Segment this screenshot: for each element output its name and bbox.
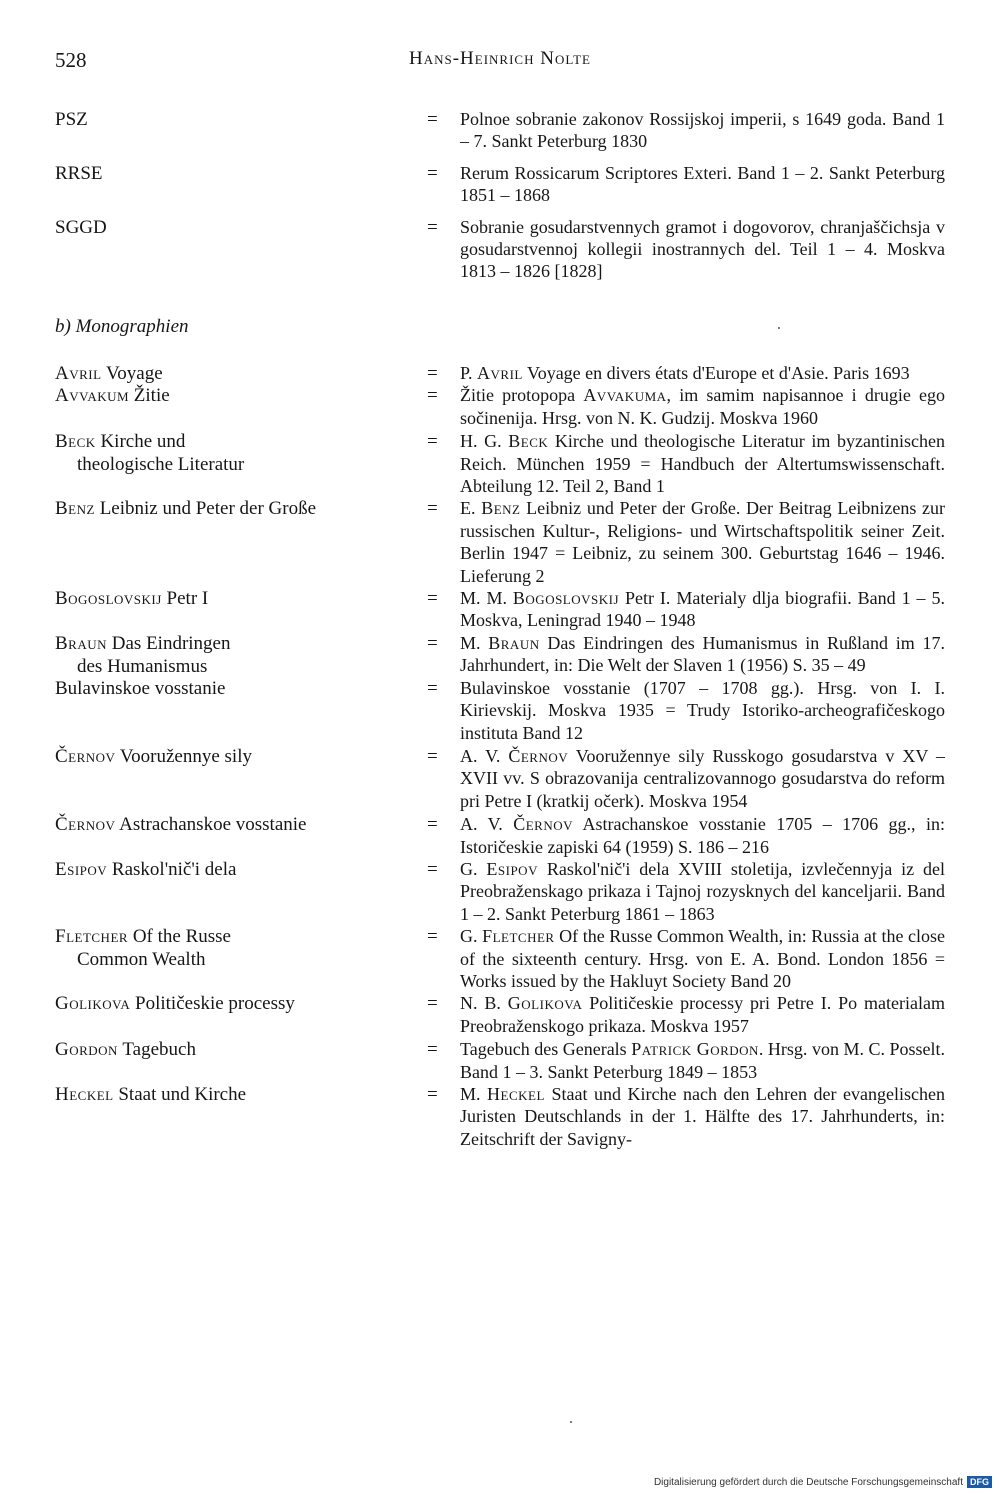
- short-title: Raskol'nič'i dela: [111, 858, 237, 880]
- monograph-citation: [460, 497, 945, 587]
- sources-list: [55, 108, 945, 283]
- monograph-short-title: [55, 677, 410, 700]
- author-name: Černov: [55, 745, 116, 767]
- citation-prefix: Žitie protopopa: [460, 385, 584, 406]
- citation-prefix: P.: [460, 363, 478, 383]
- source-entry: [55, 108, 945, 153]
- equals-sign: =: [427, 498, 438, 520]
- citation-author: Benz: [481, 498, 521, 519]
- citation-prefix: G.: [460, 858, 487, 879]
- equals-sign: =: [427, 632, 438, 654]
- short-title: Kirche und: [100, 431, 186, 453]
- author-name: Braun: [55, 632, 108, 654]
- monograph-short-title: [55, 992, 410, 1015]
- citation-text: Astrachanskoe vosstanie 1705 – 1706 gg., in: Istoričeskie zapiski 64 (1959) S. 186 – 216: [460, 814, 945, 857]
- source-definition: Rerum Rossicarum Scriptores Exteri. Band 1 – 2. Sankt Peterburg 1851 – 1868: [460, 162, 945, 206]
- monograph-short-title: [55, 858, 410, 881]
- dfg-logo: DFG: [967, 1476, 992, 1488]
- short-title-continued: Common Wealth: [77, 949, 206, 971]
- monograph-citation: [460, 745, 945, 812]
- monograph-citation: [460, 384, 945, 429]
- author-name: Beck: [55, 431, 96, 453]
- author-name: Golikova: [55, 993, 131, 1015]
- short-title: Bulavinskoe vosstanie: [55, 677, 226, 699]
- short-title: Vooružennye sily: [119, 745, 252, 767]
- source-abbreviation: PSZ: [55, 109, 88, 130]
- monograph-citation: [460, 925, 945, 992]
- equals-sign: =: [427, 1084, 438, 1105]
- source-entry: [55, 216, 945, 283]
- citation-text: Staat und Kirche nach den Lehren der evangelischen Juristen Deutschlands in der 1. Hälfte des 17. Jahrhunderts, in: Zeitschrift der Savigny-: [460, 1084, 945, 1149]
- short-title: Leibniz und Peter der Große: [99, 498, 317, 520]
- equals-sign: =: [427, 677, 438, 699]
- citation-author: Fletcher: [482, 926, 555, 947]
- page-number: 528: [55, 48, 87, 72]
- monograph-short-title: [55, 384, 410, 407]
- citation-author: Černov: [513, 814, 574, 835]
- short-title: Das Eindringen: [111, 632, 231, 654]
- monograph-entry: [55, 1038, 945, 1083]
- monograph-citation: [460, 1038, 945, 1083]
- author-name: Benz: [55, 498, 95, 520]
- monograph-short-title: [55, 632, 410, 678]
- short-title: Žitie: [133, 385, 170, 407]
- citation-prefix: A. V.: [460, 745, 509, 766]
- monograph-citation: [460, 858, 945, 925]
- citation-text: Of the Russe Common Wealth, in: Russia at the close of the sixteenth century. Hrsg. von E. A. Bond. London 1856 = Works issued by the Hakluyt Society Band 20: [460, 926, 946, 991]
- monograph-citation: [460, 677, 945, 744]
- section-heading: b) Monographien: [55, 316, 189, 337]
- equals-sign: =: [427, 858, 438, 880]
- citation-text: , im samim napisannoe i drugie ego sočinenija. Hrsg. von N. K. Gudzij. Moskva 1960: [460, 385, 945, 428]
- short-title: Političeskie processy: [135, 993, 295, 1015]
- footer-text: Digitalisierung gefördert durch die Deutsche Forschungsgemeinschaft: [653, 1476, 963, 1488]
- citation-text: Petr I. Materialy dlja biografii. Band 1 – 5. Moskva, Leningrad 1940 – 1948: [460, 588, 945, 631]
- citation-prefix: E.: [460, 498, 482, 519]
- speck: [778, 327, 780, 329]
- monographs-list: [55, 362, 945, 1150]
- citation-prefix: H. G.: [460, 431, 509, 452]
- author-name: Heckel: [55, 1084, 114, 1105]
- monograph-entry: [55, 632, 945, 677]
- author-name: Gordon: [55, 1039, 118, 1061]
- citation-prefix: M.: [460, 1084, 488, 1104]
- monograph-short-title: [55, 430, 410, 476]
- monograph-entry: [55, 497, 945, 587]
- short-title: Astrachanskoe vosstanie: [119, 814, 307, 836]
- monograph-short-title: [55, 925, 410, 971]
- equals-sign: =: [427, 993, 438, 1015]
- citation-text: Voyage en divers états d'Europe et d'Asie. Paris 1693: [522, 363, 910, 383]
- monograph-citation: [460, 1083, 945, 1150]
- monograph-short-title: [55, 362, 410, 385]
- monograph-citation: [460, 813, 945, 858]
- short-title: Petr I: [166, 588, 209, 610]
- monograph-short-title: [55, 1083, 410, 1106]
- citation-author: Avril: [477, 363, 523, 383]
- source-abbreviation: SGGD: [55, 216, 107, 238]
- equals-sign: =: [427, 1039, 438, 1061]
- author-name: Černov: [55, 814, 116, 836]
- equals-sign: =: [427, 926, 438, 948]
- citation-prefix: N. B.: [460, 993, 508, 1014]
- citation-text: Das Eindringen des Humanismus in Rußland im 17. Jahrhundert, in: Die Welt der Slaven 1 (1956) S. 35 – 49: [460, 632, 945, 676]
- short-title: Staat und Kirche: [118, 1084, 247, 1105]
- source-definition: Polnoe sobranie zakonov Rossijskoj imperii, s 1649 goda. Band 1 – 7. Sankt Peterburg 1830: [460, 109, 945, 152]
- citation-author: Avvakuma: [583, 385, 667, 406]
- short-title: Of the Russe: [132, 926, 231, 948]
- monograph-entry: [55, 362, 945, 384]
- citation-text: Kirche und theologische Literatur im byzantinischen Reich. München 1959 = Handbuch der Altertumswissenschaft. Abteilung 12. Teil 2, Band 1: [460, 431, 945, 497]
- monograph-entry: [55, 587, 945, 632]
- monograph-entry: [55, 1083, 945, 1150]
- citation-text: Raskol'nič'i dela XVIII stoletija, izvlečennyja iz del Preobraženskago prikaza i Tajnoj rozysknych del kanceljarii. Band 1 – 2. Sankt Peterburg 1861 – 1863: [460, 858, 946, 924]
- citation-prefix: Bulavinskoe vosstanie (1707 – 1708 gg.). Hrsg. von I. I. Kirievskij. Moskva 1935 = Trudy Istoriko-archeografičeskogo instituta Band 12: [460, 677, 945, 743]
- citation-prefix: A. V.: [460, 814, 514, 835]
- monograph-short-title: [55, 587, 410, 610]
- citation-author: Černov: [508, 745, 569, 766]
- source-definition: Sobranie gosudarstvennych gramot i dogovorov, chranjaščichsja v gosudarstvennoj kollegii inostrannych del. Teil 1 – 4. Moskva 1813 – 1826 [1828]: [460, 216, 945, 282]
- monograph-citation: [460, 992, 945, 1037]
- citation-text: . Hrsg. von M. C. Posselt. Band 1 – 3. Sankt Peterburg 1849 – 1853: [460, 1039, 946, 1082]
- citation-author: Esipov: [486, 858, 538, 879]
- short-title-continued: theologische Literatur: [77, 454, 245, 476]
- source-entry: [55, 162, 945, 207]
- citation-prefix: G.: [460, 926, 483, 947]
- monograph-entry: [55, 745, 945, 812]
- equals-sign: =: [427, 745, 438, 767]
- citation-author: Patrick Gordon: [631, 1039, 759, 1060]
- running-title: Hans-Heinrich Nolte: [409, 48, 591, 69]
- monograph-short-title: [55, 745, 410, 768]
- short-title: Tagebuch: [122, 1039, 196, 1061]
- monograph-short-title: [55, 813, 410, 836]
- equals-sign: =: [427, 814, 438, 836]
- author-name: Esipov: [55, 858, 108, 880]
- monograph-entry: [55, 992, 945, 1037]
- monograph-entry: [55, 925, 945, 992]
- speck: [570, 1421, 572, 1423]
- citation-text: Leibniz und Peter der Große. Der Beitrag Leibnizens zur russischen Kultur-, Religions- und Wirtschaftspolitik seiner Zeit. Berlin 1947 = Leibniz, zu seinem 300. Geburtstag 1646 – 1946. Lieferung 2: [460, 498, 945, 586]
- source-abbreviation: RRSE: [55, 162, 103, 184]
- equals-sign: =: [427, 109, 438, 130]
- monograph-short-title: [55, 497, 410, 520]
- monograph-entry: [55, 384, 945, 429]
- citation-text: Vooružennye sily Russkogo gosudarstva v XV – XVII vv. S obrazovanija centralizovannogo gosudarstva do reform pri Petre I (kratkij očerk). Moskva 1954: [460, 745, 945, 811]
- citation-author: Heckel: [487, 1084, 545, 1104]
- monograph-entry: [55, 677, 945, 744]
- citation-author: Golikova: [507, 993, 583, 1014]
- citation-prefix: M.: [460, 632, 489, 653]
- equals-sign: =: [427, 216, 438, 238]
- monograph-short-title: [55, 1038, 410, 1061]
- author-name: Avvakum: [55, 385, 130, 407]
- monograph-entry: [55, 858, 945, 925]
- equals-sign: =: [427, 385, 438, 407]
- short-title-continued: des Humanismus: [77, 655, 208, 677]
- citation-prefix: Tagebuch des Generals: [460, 1039, 632, 1060]
- monograph-citation: [460, 430, 945, 497]
- monograph-citation: [460, 362, 945, 384]
- author-name: Avril: [55, 363, 102, 384]
- monograph-citation: [460, 587, 945, 632]
- equals-sign: =: [427, 363, 438, 384]
- citation-prefix: M. M.: [460, 588, 513, 609]
- short-title: Voyage: [105, 363, 163, 384]
- page-header: [55, 48, 945, 78]
- monograph-entry: [55, 813, 945, 858]
- equals-sign: =: [427, 588, 438, 610]
- monograph-citation: [460, 632, 945, 677]
- monograph-entry: [55, 430, 945, 497]
- author-name: Bogoslovskij: [55, 588, 162, 610]
- footer: [654, 1476, 992, 1488]
- author-name: Fletcher: [55, 926, 129, 948]
- citation-author: Beck: [508, 431, 549, 452]
- equals-sign: =: [427, 431, 438, 453]
- citation-author: Braun: [488, 632, 540, 653]
- equals-sign: =: [427, 162, 438, 184]
- citation-text: Političeskie processy pri Petre I. Po materialam Preobraženskogo prikaza. Moskva 1957: [460, 993, 945, 1036]
- citation-author: Bogoslovskij: [512, 588, 620, 609]
